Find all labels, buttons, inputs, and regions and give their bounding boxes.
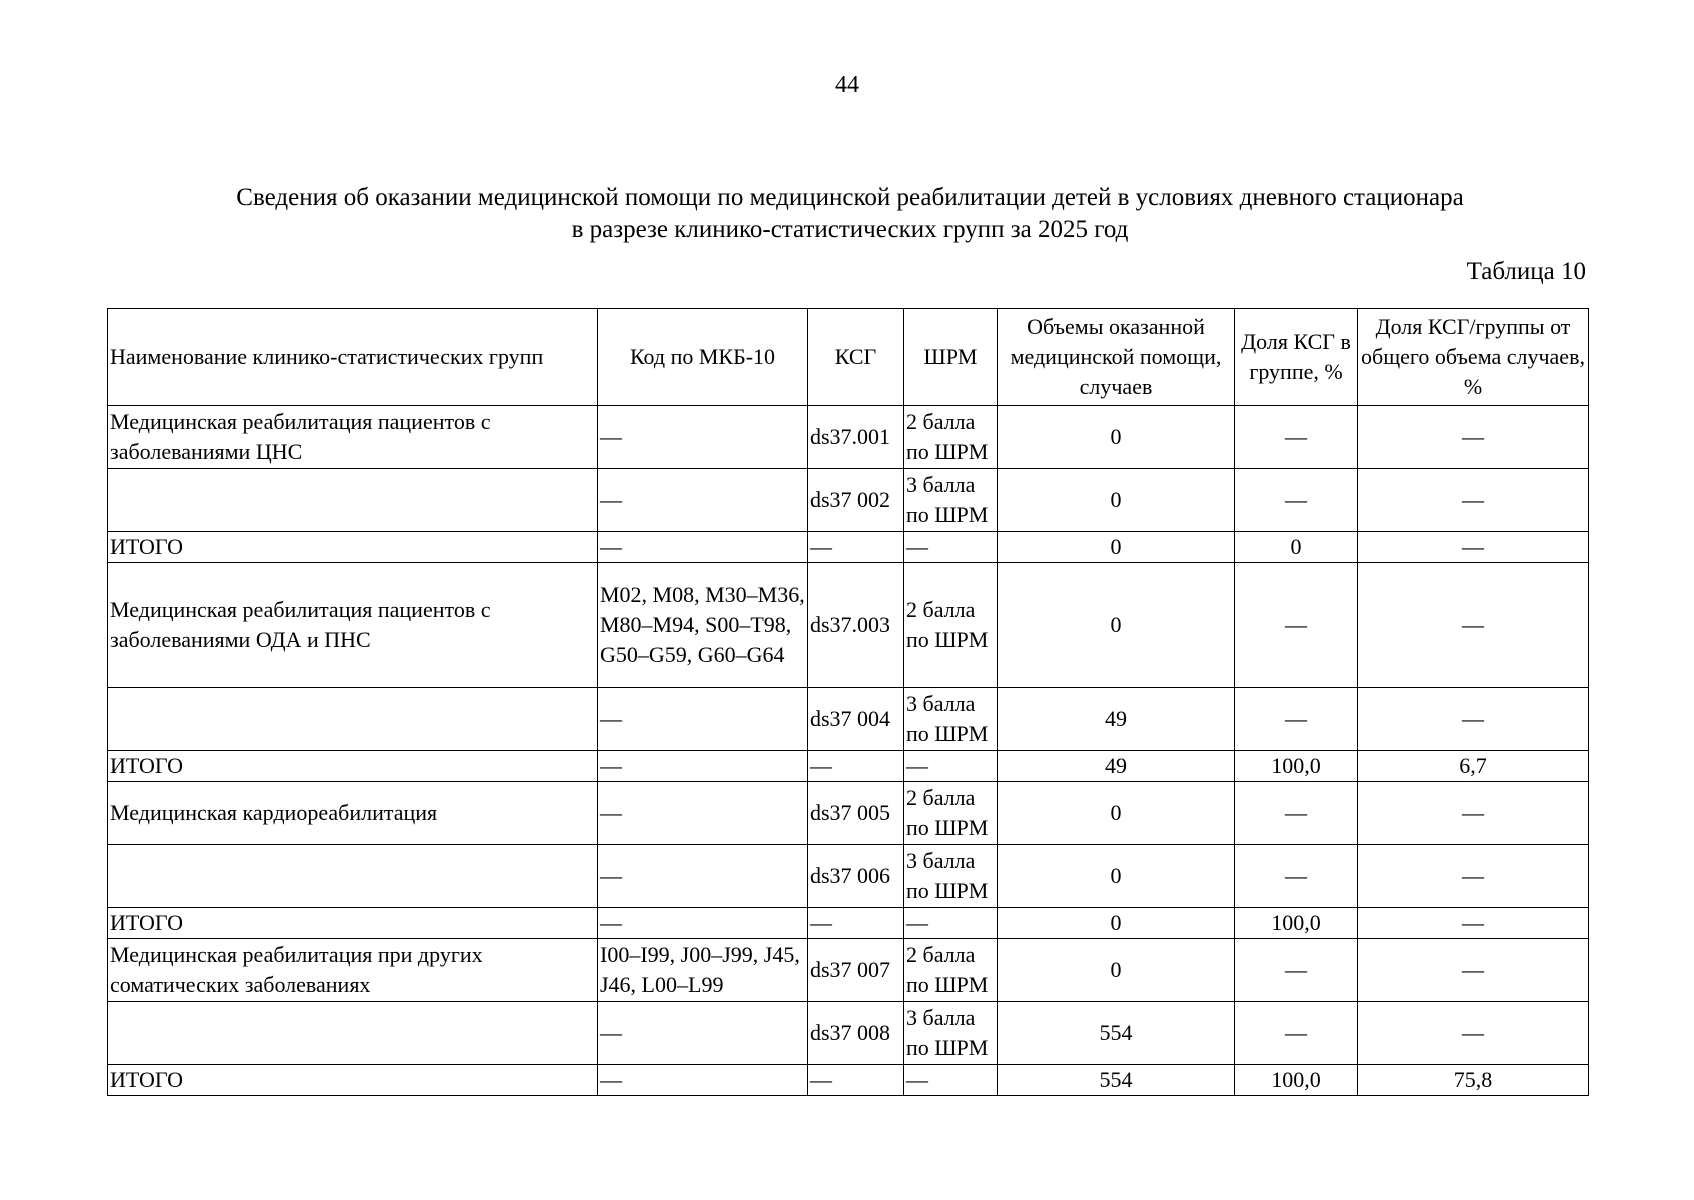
document-title <box>170 182 1530 246</box>
cell-volume: 0 <box>998 469 1235 532</box>
cell-share-group: 100,0 <box>1235 908 1358 939</box>
cell-volume: 0 <box>998 939 1235 1002</box>
cell-shrm: 3 балла по ШРМ <box>904 469 998 532</box>
cell-ksg: ds37 008 <box>808 1002 904 1065</box>
cell-share-total: — <box>1358 532 1589 563</box>
cell-share-group: — <box>1235 1002 1358 1065</box>
cell-share-total: — <box>1358 845 1589 908</box>
cell-shrm: — <box>904 908 998 939</box>
cell-name: Медицинская кардиореабилитация <box>108 782 598 845</box>
table-label: Таблица 10 <box>1466 258 1586 285</box>
cell-volume: 0 <box>998 532 1235 563</box>
cell-shrm: 2 балла по ШРМ <box>904 782 998 845</box>
cell-ksg: ds37 007 <box>808 939 904 1002</box>
cell-mkb: — <box>598 469 808 532</box>
cell-volume: 554 <box>998 1065 1235 1096</box>
cell-volume: 0 <box>998 782 1235 845</box>
cell-mkb: — <box>598 751 808 782</box>
table-row <box>108 688 1589 751</box>
title-line-2: в разрезе клинико-статистических групп за 2025 год <box>571 216 1129 243</box>
header-row <box>108 309 1589 406</box>
rehab-table <box>107 308 1589 1096</box>
cell-name <box>108 688 598 751</box>
cell-volume: 0 <box>998 406 1235 469</box>
cell-ksg: ds37 006 <box>808 845 904 908</box>
cell-volume: 49 <box>998 751 1235 782</box>
cell-ksg: — <box>808 751 904 782</box>
header-volume: Объемы оказанной медицинской помощи, случаев <box>998 309 1235 406</box>
cell-share-group: — <box>1235 406 1358 469</box>
cell-shrm: 2 балла по ШРМ <box>904 563 998 688</box>
cell-ksg: — <box>808 532 904 563</box>
cell-mkb: — <box>598 406 808 469</box>
cell-share-total: — <box>1358 688 1589 751</box>
cell-share-group: 0 <box>1235 532 1358 563</box>
header-share-total: Доля КСГ/группы от общего объема случаев, % <box>1358 309 1589 406</box>
cell-share-total: — <box>1358 469 1589 532</box>
total-row <box>108 908 1589 939</box>
cell-shrm: 3 балла по ШРМ <box>904 688 998 751</box>
cell-volume: 49 <box>998 688 1235 751</box>
cell-mkb: M02, M08, M30–M36, M80–M94, S00–T98, G50–G59, G60–G64 <box>598 563 808 688</box>
cell-share-total: 75,8 <box>1358 1065 1589 1096</box>
cell-volume: 0 <box>998 908 1235 939</box>
cell-shrm: 2 балла по ШРМ <box>904 406 998 469</box>
cell-shrm: — <box>904 1065 998 1096</box>
header-shrm: ШРМ <box>904 309 998 406</box>
cell-name <box>108 845 598 908</box>
cell-share-total: — <box>1358 939 1589 1002</box>
table-row <box>108 845 1589 908</box>
cell-mkb: — <box>598 1002 808 1065</box>
cell-shrm: 3 балла по ШРМ <box>904 1002 998 1065</box>
cell-name: ИТОГО <box>108 908 598 939</box>
cell-mkb: — <box>598 1065 808 1096</box>
cell-shrm: 3 балла по ШРМ <box>904 845 998 908</box>
cell-name <box>108 469 598 532</box>
header-name: Наименование клинико-статистических групп <box>108 309 598 406</box>
cell-ksg: ds37.003 <box>808 563 904 688</box>
cell-share-group: 100,0 <box>1235 751 1358 782</box>
table-row <box>108 1002 1589 1065</box>
cell-share-group: — <box>1235 782 1358 845</box>
cell-name: Медицинская реабилитация пациентов с заболеваниями ЦНС <box>108 406 598 469</box>
header-ksg: КСГ <box>808 309 904 406</box>
cell-ksg: — <box>808 1065 904 1096</box>
cell-mkb: — <box>598 908 808 939</box>
cell-mkb: — <box>598 782 808 845</box>
cell-mkb: — <box>598 688 808 751</box>
page-number: 44 <box>835 72 859 98</box>
cell-share-total: — <box>1358 406 1589 469</box>
cell-ksg: ds37 005 <box>808 782 904 845</box>
cell-share-group: — <box>1235 469 1358 532</box>
cell-share-total: — <box>1358 563 1589 688</box>
cell-share-total: 6,7 <box>1358 751 1589 782</box>
cell-ksg: ds37 004 <box>808 688 904 751</box>
table-row <box>108 939 1589 1002</box>
cell-mkb: — <box>598 845 808 908</box>
cell-shrm: — <box>904 751 998 782</box>
table-row <box>108 406 1589 469</box>
title-line-1: Сведения об оказании медицинской помощи по медицинской реабилитации детей в условиях дневного стационара <box>236 184 1464 211</box>
table-row <box>108 782 1589 845</box>
total-row <box>108 532 1589 563</box>
cell-share-total: — <box>1358 908 1589 939</box>
cell-shrm: — <box>904 532 998 563</box>
cell-mkb: I00–I99, J00–J99, J45, J46, L00–L99 <box>598 939 808 1002</box>
cell-name: ИТОГО <box>108 1065 598 1096</box>
cell-name: Медицинская реабилитация пациентов с заболеваниями ОДА и ПНС <box>108 563 598 688</box>
header-share-group: Доля КСГ в группе, % <box>1235 309 1358 406</box>
cell-volume: 554 <box>998 1002 1235 1065</box>
table-row <box>108 469 1589 532</box>
cell-name: Медицинская реабилитация при других соматических заболеваниях <box>108 939 598 1002</box>
total-row <box>108 1065 1589 1096</box>
cell-share-total: — <box>1358 782 1589 845</box>
cell-share-group: 100,0 <box>1235 1065 1358 1096</box>
table-row <box>108 563 1589 688</box>
cell-volume: 0 <box>998 563 1235 688</box>
cell-share-group: — <box>1235 688 1358 751</box>
cell-name: ИТОГО <box>108 751 598 782</box>
cell-mkb: — <box>598 532 808 563</box>
cell-shrm: 2 балла по ШРМ <box>904 939 998 1002</box>
cell-volume: 0 <box>998 845 1235 908</box>
cell-name: ИТОГО <box>108 532 598 563</box>
header-mkb: Код по МКБ-10 <box>598 309 808 406</box>
cell-ksg: ds37 002 <box>808 469 904 532</box>
cell-share-group: — <box>1235 939 1358 1002</box>
total-row <box>108 751 1589 782</box>
cell-share-total: — <box>1358 1002 1589 1065</box>
cell-share-group: — <box>1235 563 1358 688</box>
cell-ksg: — <box>808 908 904 939</box>
cell-ksg: ds37.001 <box>808 406 904 469</box>
cell-share-group: — <box>1235 845 1358 908</box>
cell-name <box>108 1002 598 1065</box>
